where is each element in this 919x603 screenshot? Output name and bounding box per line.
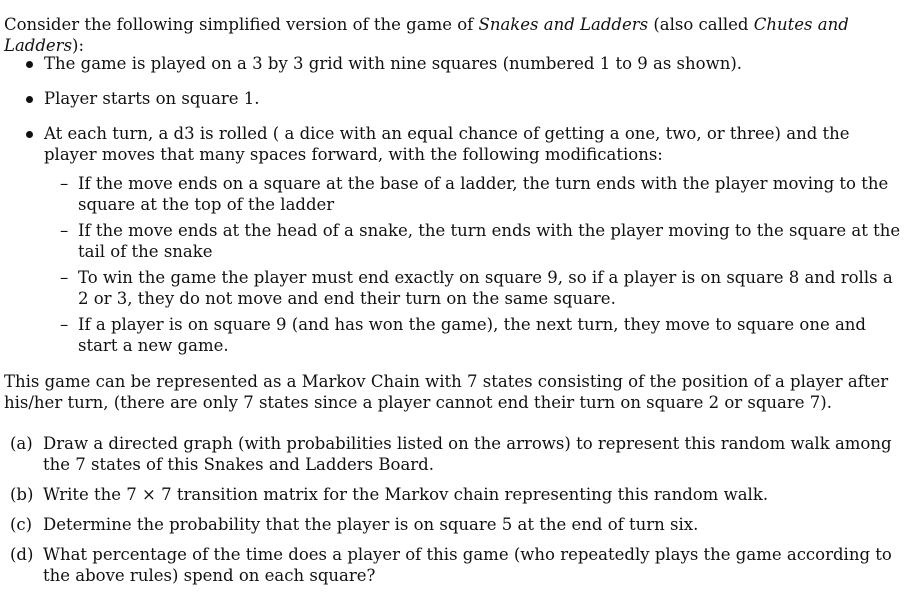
rule-bullet-3 bbox=[26, 123, 906, 356]
game-title-snakes-and-ladders: Snakes and Ladders bbox=[478, 15, 649, 34]
question-text: Determine the probability that the player is on square 5 at the end of turn six. bbox=[43, 515, 699, 534]
question-label: (a) bbox=[10, 434, 33, 453]
question-c bbox=[10, 514, 905, 535]
intro-middle: (also called bbox=[648, 15, 754, 34]
modification-item-4 bbox=[60, 314, 906, 356]
markov-chain-paragraph: This game can be represented as a Markov Chain with 7 states consisting of the position of a player after his/her turn, (there are only 7 states since a player cannot end their turn on square 2 or square 7). bbox=[4, 372, 889, 412]
modification-text: If the move ends at the head of a snake, the turn ends with the player moving to the square at the tail of the snake bbox=[78, 221, 901, 261]
modification-text: To win the game the player must end exactly on square 9, so if a player is on square 8 and rolls a 2 or 3, they do not move and end their turn on the same square. bbox=[78, 268, 893, 308]
modifications-list bbox=[60, 173, 906, 356]
modification-item-2 bbox=[60, 220, 906, 262]
modification-text: If a player is on square 9 (and has won the game), the next turn, they move to square one and start a new game. bbox=[78, 315, 866, 355]
rule-text: At each turn, a d3 is rolled ( a dice with an equal chance of getting a one, two, or three) and the player moves that many spaces forward, with the following modifications: bbox=[44, 124, 850, 164]
dash-icon: – bbox=[60, 221, 69, 240]
intro-prefix: Consider the following simplified version of the game of bbox=[4, 15, 479, 34]
rule-text: The game is played on a 3 by 3 grid with nine squares (numbered 1 to 9 as shown). bbox=[44, 54, 743, 73]
question-b bbox=[10, 484, 905, 505]
dash-icon: – bbox=[60, 174, 69, 193]
rule-text: Player starts on square 1. bbox=[44, 89, 260, 108]
rule-bullet-2 bbox=[26, 88, 906, 109]
modification-item-1 bbox=[60, 173, 906, 215]
intro-sentence bbox=[4, 14, 909, 56]
questions-list bbox=[10, 433, 905, 595]
question-d bbox=[10, 544, 905, 586]
question-text: Draw a directed graph (with probabilities listed on the arrows) to represent this random walk among the 7 states of this Snakes and Ladders Board. bbox=[43, 434, 892, 474]
game-title-chutes-and-ladders: Chutes and Ladders bbox=[4, 15, 849, 55]
question-label: (c) bbox=[10, 515, 33, 534]
rule-bullet-1 bbox=[26, 53, 906, 74]
modification-item-3 bbox=[60, 267, 906, 309]
dash-icon: – bbox=[60, 315, 69, 334]
question-a bbox=[10, 433, 905, 475]
intro-suffix: ): bbox=[72, 36, 85, 55]
bullet-dot-icon bbox=[26, 61, 33, 68]
question-text: Write the 7 × 7 transition matrix for the Markov chain representing this random walk. bbox=[43, 485, 769, 504]
bullet-dot-icon bbox=[26, 131, 33, 138]
modification-text: If the move ends on a square at the base of a ladder, the turn ends with the player moving to the square at the top of the ladder bbox=[78, 174, 889, 214]
rules-list bbox=[26, 53, 906, 370]
bullet-dot-icon bbox=[26, 96, 33, 103]
question-label: (b) bbox=[10, 485, 34, 504]
dash-icon: – bbox=[60, 268, 69, 287]
question-text: What percentage of the time does a player of this game (who repeatedly plays the game according to the above rules) spend on each square? bbox=[43, 545, 892, 585]
question-label: (d) bbox=[10, 545, 34, 564]
